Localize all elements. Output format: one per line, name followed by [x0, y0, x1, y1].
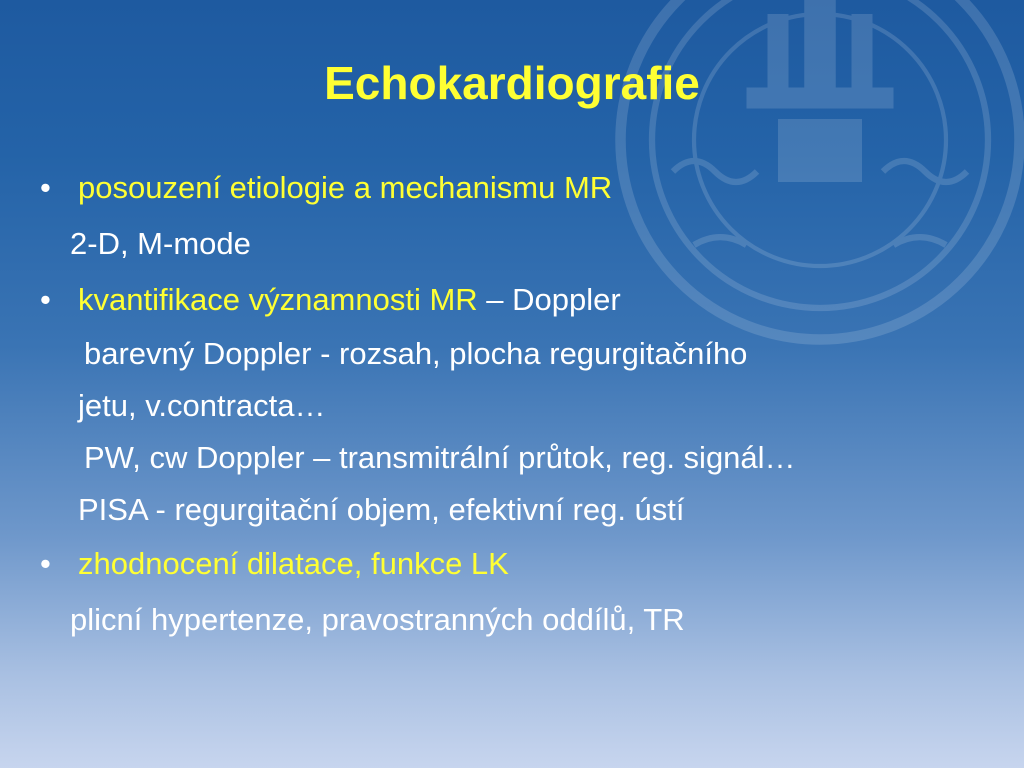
sub-text-color-doppler-1: barevný Doppler - rozsah, plocha regurgitačního — [84, 336, 748, 371]
bullet-text-quantification: kvantifikace významnosti MR — [78, 282, 478, 317]
sub-text-2d-mmode: 2-D, M-mode — [70, 226, 251, 261]
sub-text-color-doppler-2: jetu, v.contracta… — [78, 388, 326, 423]
bullet-text-dilatation: zhodnocení dilatace, funkce LK — [78, 546, 509, 581]
bullet-item-etiology — [40, 160, 1010, 216]
bullet-icon: • — [40, 282, 51, 317]
slide-content — [40, 160, 1010, 648]
bullet-icon: • — [40, 546, 51, 581]
sub-text-pisa: PISA - regurgitační objem, efektivní reg. ústí — [78, 492, 685, 527]
bullet-item-dilatation — [40, 536, 1010, 592]
bullet-icon: • — [40, 170, 51, 205]
bullet-text-doppler: – Doppler — [477, 282, 621, 317]
bullet-text-etiology: posouzení etiologie a mechanismu MR — [78, 170, 613, 205]
sub-text-pulmonary-hypertension: plicní hypertenze, pravostranných oddílů, TR — [70, 602, 685, 637]
bullet-item-quantification — [40, 272, 1010, 328]
sub-text-pw-cw-doppler: PW, cw Doppler – transmitrální průtok, reg. signál… — [84, 440, 796, 475]
slide-title: Echokardiografie — [324, 57, 700, 109]
